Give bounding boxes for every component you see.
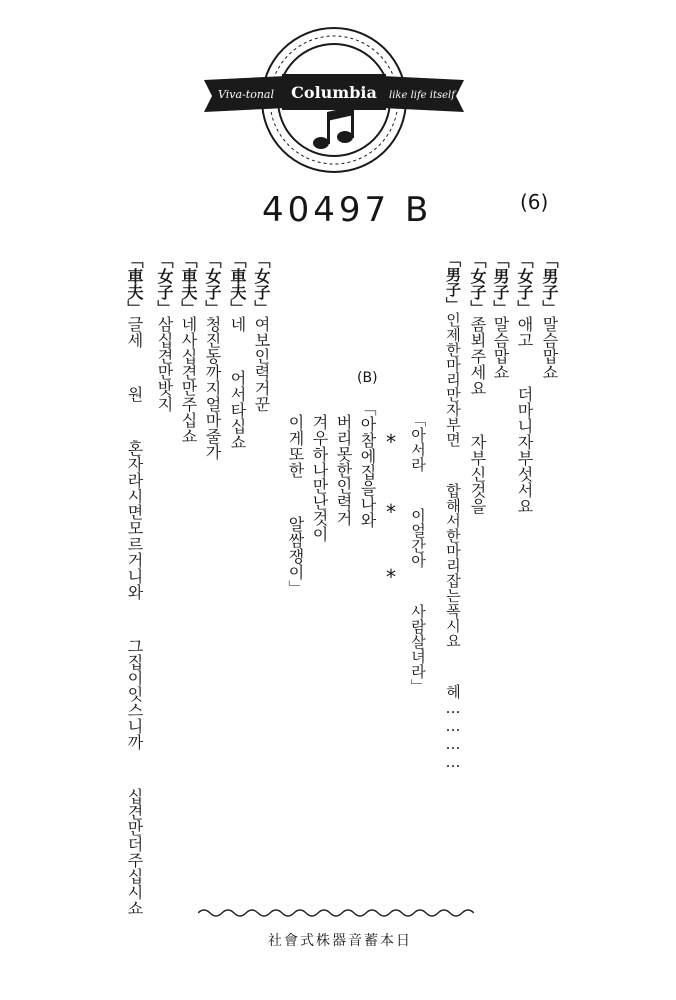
ornament-star: *	[386, 500, 396, 524]
dialogue-text: 여보인력거꾼	[252, 316, 271, 412]
dialogue-text: 말슴맙쇼	[491, 316, 510, 380]
dialogue-line	[229, 252, 245, 450]
dialogue-text: 애고 더마니자부섯서요	[515, 316, 534, 514]
speaker-tag: 「車夫」	[228, 252, 247, 316]
side-number: (6)	[520, 190, 549, 214]
footer-wave-divider	[198, 906, 474, 920]
song-line: 「아참에집을나와	[358, 400, 377, 528]
dialogue-text: 좀뵈주세요 자부신것을	[468, 316, 487, 514]
section-marker: (B)	[357, 370, 378, 386]
dialogue-line	[156, 252, 172, 412]
dialogue-line	[516, 252, 532, 514]
logo-left-slogan: Viva-tonal	[218, 88, 274, 101]
exclamation-quote: 「아서라 이얼간아 사람살녀라」	[409, 412, 427, 694]
dialogue-line	[126, 252, 142, 916]
speaker-tag: 「女子」	[203, 252, 222, 316]
dialogue-text: 네 어서타십쇼	[228, 316, 247, 450]
speaker-tag: 「男子」	[491, 252, 510, 316]
speaker-tag: 「女子」	[515, 252, 534, 316]
song-line: 버리못한인력거	[334, 414, 353, 526]
speaker-tag: 「男子」	[540, 252, 559, 316]
dialogue-text: 말슴맙쇼	[540, 316, 559, 380]
dialogue-line	[492, 252, 508, 380]
logo-brand: Columbia	[291, 83, 377, 102]
columbia-logo	[200, 14, 468, 182]
ornament-star: *	[386, 565, 396, 589]
speaker-tag: 「女子」	[155, 252, 174, 316]
dialogue-text: 글세 원 혼자라시면모르거니와 그집이잇스니까 십견만더주십시쇼	[125, 316, 144, 916]
speaker-tag: 「女子」	[468, 252, 487, 316]
speaker-tag: 「車夫」	[179, 252, 198, 316]
dialogue-line	[541, 252, 557, 380]
speaker-tag: 「車夫」	[125, 252, 144, 316]
logo-right-slogan: like life itself	[389, 90, 455, 101]
song-line: 겨우하나만난것이	[310, 414, 329, 542]
ornament-star: *	[386, 430, 396, 454]
music-note-icon	[313, 106, 354, 149]
dialogue-text: 청진동까지얼마줄가	[203, 316, 222, 460]
dialogue-line	[445, 252, 460, 771]
speaker-tag: 「男子」	[444, 252, 462, 312]
speaker-tag: 「女子」	[252, 252, 271, 316]
song-line: 이게또한 알쌈쟁이」	[286, 414, 305, 596]
publisher-footer: 日本蓄音器株式會社	[268, 933, 412, 949]
catalog-number: 40497 B	[262, 190, 433, 230]
dialogue-line	[253, 252, 269, 412]
dialogue-line	[180, 252, 196, 444]
dialogue-text: 인제한마리만자부면 합해서한마리잡는폭시요 헤…………	[444, 312, 462, 771]
dialogue-line	[469, 252, 485, 514]
dialogue-line	[204, 252, 220, 460]
dialogue-text: 삼십견만밧지	[155, 316, 174, 412]
dialogue-text: 네사십견만주십쇼	[179, 316, 198, 444]
